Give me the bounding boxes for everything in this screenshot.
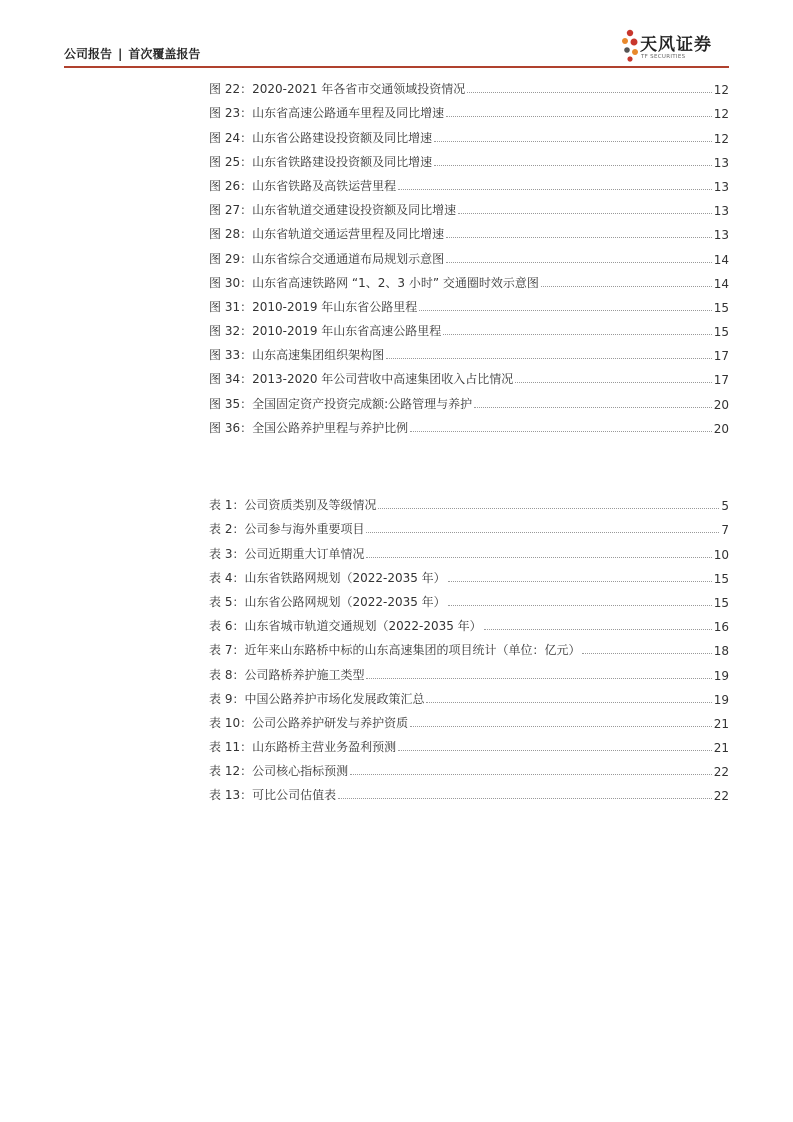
report-header bbox=[64, 45, 200, 62]
figure-entry-label: 图 26：山东省铁路及高铁运营里程 bbox=[209, 178, 397, 193]
dot-leader bbox=[443, 333, 711, 335]
figure-entry[interactable] bbox=[209, 412, 729, 436]
dot-leader bbox=[434, 140, 712, 142]
table-entry[interactable] bbox=[209, 489, 729, 513]
table-entry-page-number: 16 bbox=[713, 620, 729, 635]
dot-leader bbox=[419, 309, 711, 311]
table-entry-page-number: 21 bbox=[713, 716, 729, 731]
figure-entry-page-number: 13 bbox=[713, 204, 729, 219]
dot-leader bbox=[446, 261, 712, 263]
table-entry-label: 表 9：中国公路养护市场化发展政策汇总 bbox=[209, 691, 425, 706]
table-entry-page-number: 22 bbox=[713, 765, 729, 780]
table-entry-label: 表 3：公司近期重大订单情况 bbox=[209, 546, 365, 561]
dot-leader bbox=[446, 236, 712, 238]
table-entry[interactable] bbox=[209, 755, 729, 779]
figure-entry-page-number: 12 bbox=[713, 83, 729, 98]
figure-entry-page-number: 13 bbox=[713, 179, 729, 194]
figure-entry-label: 图 31：2010-2019 年山东省公路里程 bbox=[209, 299, 418, 314]
figure-entry[interactable] bbox=[209, 363, 729, 387]
dot-leader bbox=[541, 285, 712, 287]
table-entry-label: 表 13：可比公司估值表 bbox=[209, 788, 337, 803]
figure-entry-label: 图 29：山东省综合交通通道布局规划示意图 bbox=[209, 251, 445, 266]
figure-entry[interactable] bbox=[209, 97, 729, 121]
figure-entry-page-number: 13 bbox=[713, 228, 729, 243]
figure-entry[interactable] bbox=[209, 170, 729, 194]
dot-leader bbox=[410, 430, 712, 432]
figure-entry-label: 图 22：2020-2021 年各省市交通领域投资情况 bbox=[209, 82, 466, 97]
table-entry[interactable] bbox=[209, 634, 729, 658]
figure-entry[interactable] bbox=[209, 73, 729, 97]
dot-leader bbox=[398, 188, 712, 190]
dot-leader bbox=[398, 749, 712, 751]
table-entry-page-number: 18 bbox=[713, 644, 729, 659]
figure-entry-label: 图 28：山东省轨道交通运营里程及同比增速 bbox=[209, 227, 445, 242]
figure-entry[interactable] bbox=[209, 291, 729, 315]
table-entry-page-number: 15 bbox=[713, 571, 729, 586]
report-type: 公司报告 bbox=[64, 47, 113, 61]
figure-entry[interactable] bbox=[209, 121, 729, 145]
figure-entry-label: 图 34：2013-2020 年公司营收中高速集团收入占比情况 bbox=[209, 372, 514, 387]
table-entry-label: 表 6：山东省城市轨道交通规划（2022-2035 年） bbox=[209, 619, 482, 634]
brand-name-en: TF SECURITIES bbox=[641, 54, 686, 60]
dot-leader bbox=[366, 531, 719, 533]
table-entry[interactable] bbox=[209, 537, 729, 561]
dot-leader bbox=[484, 628, 712, 630]
dot-leader bbox=[474, 406, 712, 408]
figure-entry[interactable] bbox=[209, 194, 729, 218]
figure-entry-page-number: 20 bbox=[713, 397, 729, 412]
figure-entry-page-number: 15 bbox=[713, 300, 729, 315]
brand-name: 天风证券 bbox=[640, 35, 712, 55]
figure-entry[interactable] bbox=[209, 146, 729, 170]
figure-entry-page-number: 15 bbox=[713, 325, 729, 340]
dot-leader bbox=[338, 797, 712, 799]
header-separator: | bbox=[118, 47, 123, 61]
figure-entry[interactable] bbox=[209, 315, 729, 339]
table-entry[interactable] bbox=[209, 707, 729, 731]
table-entry-page-number: 19 bbox=[713, 668, 729, 683]
dot-leader bbox=[366, 677, 711, 679]
dot-leader bbox=[446, 115, 712, 117]
figure-entry-page-number: 17 bbox=[713, 349, 729, 364]
table-entry-label: 表 8：公司路桥养护施工类型 bbox=[209, 667, 365, 682]
figure-entry-page-number: 13 bbox=[713, 155, 729, 170]
figure-entry[interactable] bbox=[209, 267, 729, 291]
figure-entry-label: 图 35：全国固定资产投资完成额:公路管理与养护 bbox=[209, 396, 473, 411]
dot-leader bbox=[386, 357, 712, 359]
table-index bbox=[209, 489, 729, 803]
figure-entry[interactable] bbox=[209, 242, 729, 266]
dot-leader bbox=[378, 507, 719, 509]
figure-entry[interactable] bbox=[209, 218, 729, 242]
dot-leader bbox=[515, 381, 711, 383]
table-entry[interactable] bbox=[209, 731, 729, 755]
figure-entry-page-number: 12 bbox=[713, 131, 729, 146]
table-entry[interactable] bbox=[209, 610, 729, 634]
figure-entry-label: 图 30：山东省高速铁路网 “1、2、3 小时” 交通圈时效示意图 bbox=[209, 275, 539, 290]
figure-entry-label: 图 25：山东省铁路建设投资额及同比增速 bbox=[209, 154, 433, 169]
dot-leader bbox=[366, 556, 711, 558]
table-entry[interactable] bbox=[209, 658, 729, 682]
table-entry-label: 表 4：山东省铁路网规划（2022-2035 年） bbox=[209, 570, 446, 585]
table-entry-label: 表 12：公司核心指标预测 bbox=[209, 764, 349, 779]
table-entry[interactable] bbox=[209, 779, 729, 803]
dot-leader bbox=[448, 580, 712, 582]
figure-entry-label: 图 36：全国公路养护里程与养护比例 bbox=[209, 420, 409, 435]
table-entry-page-number: 7 bbox=[721, 523, 729, 538]
dot-leader bbox=[458, 212, 712, 214]
table-entry-label: 表 11：山东路桥主营业务盈利预测 bbox=[209, 740, 397, 755]
table-entry-page-number: 19 bbox=[713, 692, 729, 707]
figure-entry[interactable] bbox=[209, 339, 729, 363]
table-entry-page-number: 15 bbox=[713, 595, 729, 610]
table-entry-label: 表 7：近年来山东路桥中标的山东高速集团的项目统计（单位：亿元） bbox=[209, 643, 581, 658]
table-entry[interactable] bbox=[209, 586, 729, 610]
figure-entry-label: 图 33：山东高速集团组织架构图 bbox=[209, 348, 385, 363]
figure-entry-page-number: 14 bbox=[713, 276, 729, 291]
table-entry[interactable] bbox=[209, 513, 729, 537]
table-entry-label: 表 2：公司参与海外重要项目 bbox=[209, 522, 365, 537]
report-subtype: 首次覆盖报告 bbox=[128, 47, 201, 61]
dot-leader bbox=[350, 773, 712, 775]
table-entry-label: 表 5：山东省公路网规划（2022-2035 年） bbox=[209, 594, 446, 609]
figure-entry-page-number: 20 bbox=[713, 421, 729, 436]
table-entry[interactable] bbox=[209, 683, 729, 707]
dot-leader bbox=[426, 701, 711, 703]
figure-entry-label: 图 32：2010-2019 年山东省高速公路里程 bbox=[209, 324, 442, 339]
figure-entry[interactable] bbox=[209, 387, 729, 411]
table-entry-label: 表 1：公司资质类别及等级情况 bbox=[209, 498, 377, 513]
dot-leader bbox=[410, 725, 712, 727]
figure-index bbox=[209, 73, 729, 436]
figure-entry-label: 图 27：山东省轨道交通建设投资额及同比增速 bbox=[209, 203, 457, 218]
table-entry[interactable] bbox=[209, 562, 729, 586]
dot-leader bbox=[434, 164, 712, 166]
figure-entry-page-number: 17 bbox=[713, 373, 729, 388]
figure-entry-label: 图 23：山东省高速公路通车里程及同比增速 bbox=[209, 106, 445, 121]
figure-entry-label: 图 24：山东省公路建设投资额及同比增速 bbox=[209, 130, 433, 145]
figure-entry-page-number: 14 bbox=[713, 252, 729, 267]
table-entry-page-number: 10 bbox=[713, 547, 729, 562]
dot-leader bbox=[582, 652, 711, 654]
figure-entry-page-number: 12 bbox=[713, 107, 729, 122]
table-entry-label: 表 10：公司公路养护研发与养护资质 bbox=[209, 715, 409, 730]
dot-leader bbox=[448, 604, 712, 606]
table-entry-page-number: 21 bbox=[713, 741, 729, 756]
table-entry-page-number: 22 bbox=[713, 789, 729, 804]
table-entry-page-number: 5 bbox=[721, 499, 729, 514]
dot-leader bbox=[467, 91, 711, 93]
